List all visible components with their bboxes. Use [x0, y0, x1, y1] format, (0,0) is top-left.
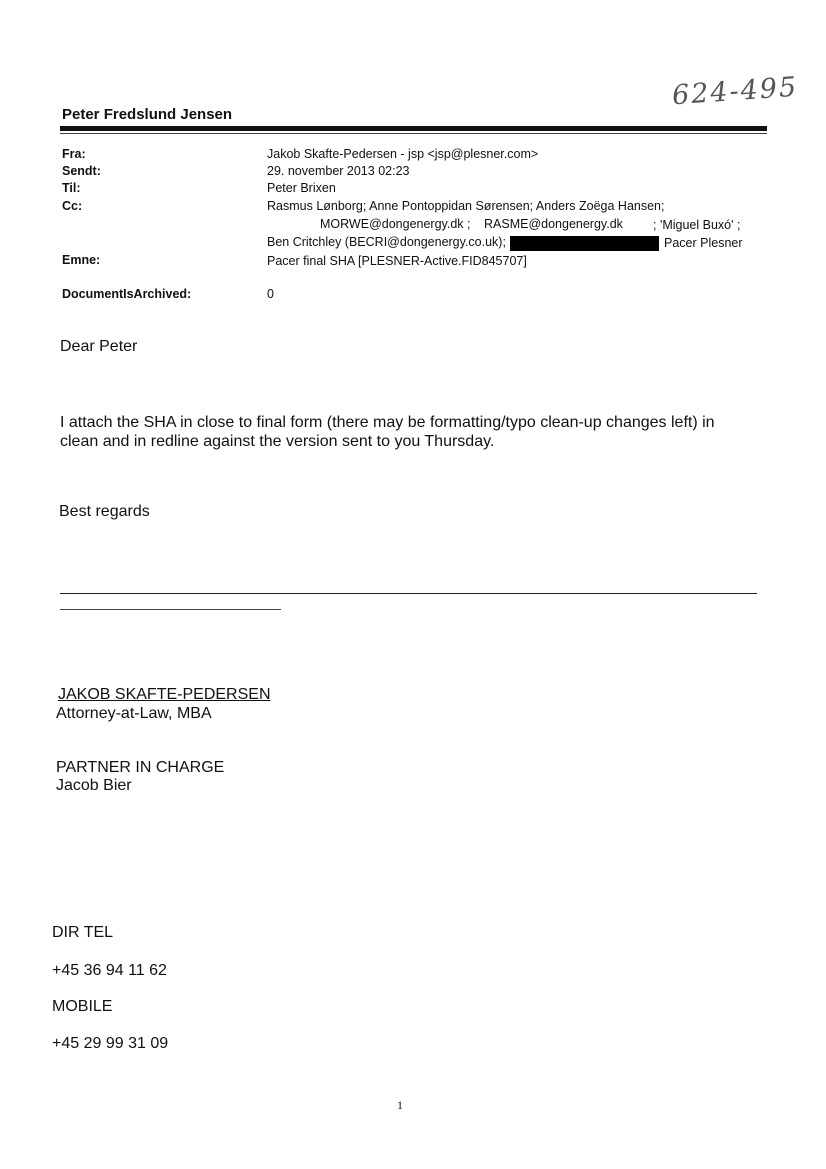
body-paragraph-line-1: I attach the SHA in close to final form (there may be formatting/typo clean-up changes left) in	[60, 414, 715, 431]
redaction-box	[510, 236, 659, 251]
subject-value: Pacer final SHA [PLESNER-Active.FID845707]	[267, 254, 527, 268]
cc-line-2-morwe: MORWE@dongenergy.dk ;	[320, 217, 471, 231]
dir-tel-number: +45 36 94 11 62	[52, 962, 167, 979]
dir-tel-label: DIR TEL	[52, 924, 114, 941]
archived-value: 0	[267, 287, 274, 301]
cc-line-3-ben: Ben Critchley (BECRI@dongenergy.co.uk);	[267, 235, 506, 249]
signature-title: Attorney-at-Law, MBA	[56, 705, 212, 722]
sent-label: Sendt:	[62, 164, 101, 178]
to-label: Til:	[62, 181, 81, 195]
from-value: Jakob Skafte-Pedersen - jsp <jsp@plesner.com>	[267, 147, 539, 161]
from-label: Fra:	[62, 147, 86, 161]
page-number: 1	[397, 1098, 403, 1112]
cc-line-2-rasme: RASME@dongenergy.dk	[484, 217, 623, 231]
partner-name: Jacob Bier	[56, 777, 132, 794]
body-paragraph-line-2: clean and in redline against the version sent to you Thursday.	[60, 433, 495, 450]
handwritten-note: 624-495	[671, 71, 800, 112]
subject-label: Emne:	[62, 253, 101, 267]
signature-separator-short	[60, 609, 281, 610]
signature-separator-long	[60, 593, 757, 594]
closing: Best regards	[59, 503, 150, 520]
mobile-number: +45 29 99 31 09	[52, 1035, 169, 1052]
cc-label: Cc:	[62, 199, 83, 213]
cc-line-2-miguel: ; 'Miguel Buxó' ;	[653, 218, 741, 232]
archived-label: DocumentIsArchived:	[62, 287, 192, 301]
cc-line-3-pacer: Pacer Plesner	[664, 236, 743, 250]
partner-label: PARTNER IN CHARGE	[56, 759, 225, 776]
mailbox-owner-name: Peter Fredslund Jensen	[62, 106, 233, 123]
header-rule-thick	[60, 126, 767, 131]
to-value: Peter Brixen	[267, 181, 336, 195]
signature-name: JAKOB SKAFTE-PEDERSEN	[58, 686, 271, 703]
greeting: Dear Peter	[60, 338, 138, 355]
sent-value: 29. november 2013 02:23	[267, 164, 410, 178]
cc-line-1: Rasmus Lønborg; Anne Pontoppidan Sørensen; Anders Zoëga Hansen;	[267, 199, 665, 213]
header-rule-thin	[60, 133, 767, 134]
mobile-label: MOBILE	[52, 998, 113, 1015]
